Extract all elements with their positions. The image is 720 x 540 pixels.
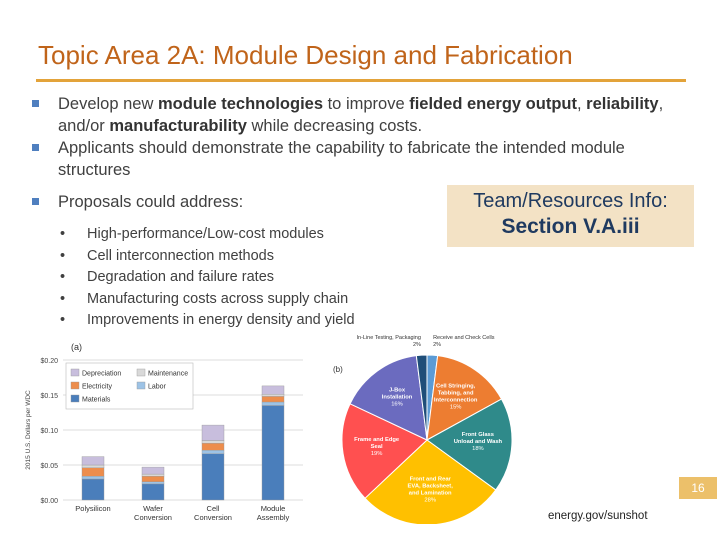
y-axis-label: 2015 U.S. Dollars per WDC <box>25 390 32 470</box>
bullet-emphasis: fielded energy output <box>409 95 577 113</box>
page-number-badge: 16 <box>679 477 717 499</box>
bar-segment <box>202 454 224 500</box>
pie-slice-label: In-Line Testing, Packaging <box>356 335 421 342</box>
pie-percent-label: 16% <box>391 401 403 408</box>
pie-percent-label: 2% <box>412 342 421 349</box>
bar-segment <box>262 394 284 396</box>
legend-swatch <box>71 369 79 376</box>
pie-percent-label: 28% <box>424 497 437 504</box>
dot-bullet-icon: • <box>60 290 66 307</box>
legend-swatch <box>137 369 145 376</box>
sub-bullet-item <box>58 289 355 311</box>
legend-label: Labor <box>148 383 166 391</box>
sub-bullet-text: Manufacturing costs across supply chain <box>87 290 349 307</box>
pie-slice-label: Cell Stringing, <box>436 383 476 390</box>
info-box-heading: Team/Resources Info: <box>473 190 668 212</box>
panel-label: (b) <box>333 365 343 374</box>
panel-label: (a) <box>71 342 82 352</box>
x-category-label: Assembly <box>256 513 290 522</box>
bullet-item <box>30 93 690 137</box>
pie-slice-label: Front Glass <box>461 432 495 439</box>
footer-url: energy.gov/sunshot <box>548 510 648 522</box>
slide-title: Topic Area 2A: Module Design and Fabrication <box>38 40 573 70</box>
bar-segment <box>262 396 284 402</box>
dot-bullet-icon: • <box>60 269 66 285</box>
legend-label: Electricity <box>82 383 112 391</box>
legend-swatch <box>71 382 79 389</box>
square-bullet-icon <box>32 144 39 151</box>
bar-segment <box>142 476 164 482</box>
legend-swatch <box>71 395 79 402</box>
pie-slice-label: Interconnection <box>433 397 478 404</box>
sub-bullet-item <box>58 267 355 289</box>
title-underline <box>36 79 686 82</box>
bar-segment <box>202 441 224 444</box>
bar-segment <box>202 443 224 450</box>
dot-bullet-icon: • <box>60 312 66 328</box>
bullet-emphasis: module technologies <box>157 95 324 113</box>
sub-bullet-text: Improvements in energy density and yield <box>87 312 355 328</box>
legend-swatch <box>137 382 145 389</box>
pie-slice-label: Front and Rear <box>409 476 451 483</box>
team-resources-info-box <box>447 185 694 247</box>
bar-segment <box>202 425 224 440</box>
bar-segment <box>82 476 104 479</box>
pie-slice-label: Frame and Edge <box>354 436 400 443</box>
bar-segment <box>82 457 104 465</box>
legend-label: Maintenance <box>148 370 189 378</box>
bullet-emphasis: manufacturability <box>109 117 247 135</box>
x-category-label: Cell <box>206 504 220 513</box>
dot-bullet-icon: • <box>60 226 66 242</box>
x-category-label: Conversion <box>194 513 232 522</box>
x-category-label: Wafer <box>143 504 163 513</box>
process-share-pie-chart <box>325 334 525 524</box>
bullet-emphasis: reliability <box>586 95 659 113</box>
square-bullet-icon <box>32 100 39 107</box>
x-category-label: Conversion <box>134 513 172 522</box>
bar-segment <box>142 484 164 500</box>
pie-slice-label: EVA, Backsheet, <box>407 483 453 490</box>
bar-segment <box>82 479 104 500</box>
bullet-text: while decreasing costs. <box>246 117 423 135</box>
pie-percent-label: 2% <box>433 342 442 349</box>
bullet-text: , and/or <box>58 95 664 135</box>
x-category-label: Polysilicon <box>75 504 111 513</box>
sub-bullet-item <box>58 224 355 246</box>
bullet-text: Proposals could address: <box>58 193 244 211</box>
y-tick-label: $0.00 <box>40 498 58 505</box>
pie-slice-label: Installation <box>381 394 413 401</box>
y-tick-label: $0.20 <box>40 358 58 365</box>
bar-segment <box>82 465 104 468</box>
bar-segment <box>142 482 164 484</box>
legend-label: Depreciation <box>82 370 122 378</box>
bar-segment <box>142 467 164 474</box>
y-tick-label: $0.15 <box>40 393 58 400</box>
bar-segment <box>202 450 224 454</box>
bullet-text: , <box>576 95 587 113</box>
bullet-text: Applicants should demonstrate the capability to fabricate the intended module structures <box>58 139 625 179</box>
sub-bullet-text: Cell interconnection methods <box>87 247 274 264</box>
pie-slice-label: J-Box <box>388 387 406 394</box>
module-cost-bar-chart <box>18 338 318 528</box>
sub-bullet-item <box>58 310 355 332</box>
y-tick-label: $0.05 <box>40 463 58 470</box>
sub-bullet-list <box>58 224 355 332</box>
dot-bullet-icon: • <box>60 247 66 264</box>
bar-segment <box>262 406 284 501</box>
info-box-section-ref: Section V.A.iii <box>501 215 640 238</box>
y-tick-label: $0.10 <box>40 428 58 435</box>
pie-slice-label: and Lamination <box>408 490 452 497</box>
pie-percent-label: 19% <box>370 450 383 457</box>
bar-segment <box>142 474 164 476</box>
pie-slice-label: Receive and Check Cells <box>433 335 495 342</box>
pie-slice-label: Tabbing, and <box>437 390 474 397</box>
bar-segment <box>262 386 284 394</box>
legend-label: Materials <box>82 396 111 404</box>
pie-percent-label: 15% <box>449 404 462 411</box>
pie-slice-label: Seal <box>370 443 383 450</box>
bar-segment <box>262 402 284 406</box>
pie-slice-label: Unload and Wash <box>453 439 503 446</box>
sub-bullet-text: Degradation and failure rates <box>87 269 275 285</box>
bullet-item <box>30 137 678 181</box>
pie-percent-label: 18% <box>472 446 484 453</box>
x-category-label: Module <box>260 504 286 513</box>
bar-segment <box>82 468 104 476</box>
bullet-text: Develop new <box>58 95 158 113</box>
sub-bullet-text: High-performance/Low-cost modules <box>87 226 324 242</box>
bullet-text: to improve <box>323 95 410 113</box>
square-bullet-icon <box>32 198 39 205</box>
sub-bullet-item <box>58 246 355 268</box>
